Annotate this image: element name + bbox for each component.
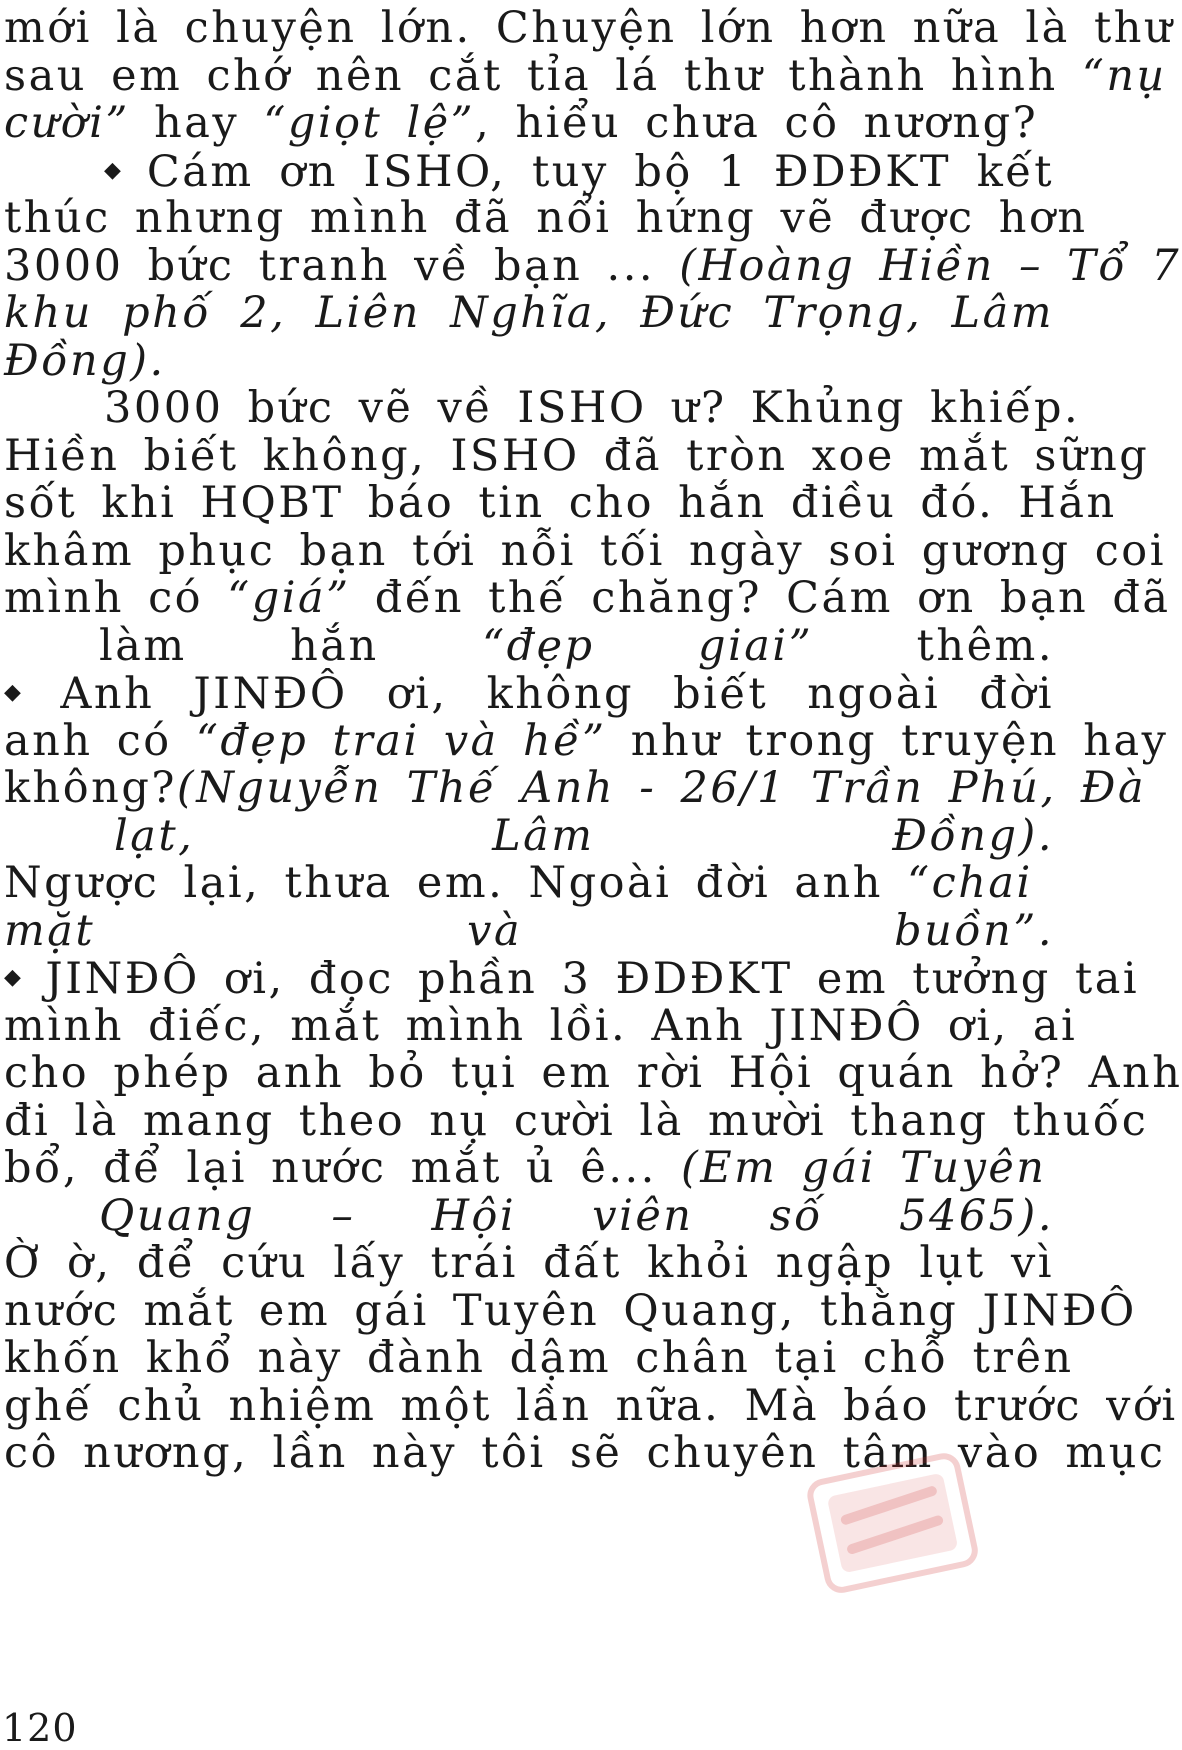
text-line (4, 667, 1054, 720)
text-line (4, 762, 1147, 814)
italic-text: (Nguyễn Thế Anh - 26/1 Trần Phú, Đà (176, 763, 1147, 813)
text-line (4, 1047, 1182, 1099)
bullet-diamond-icon: ◆ (4, 680, 39, 705)
body-text: khâm phục bạn tới nỗi tối ngày soi gương coi (4, 525, 1166, 576)
italic-text: mặt và buồn”. (4, 905, 1054, 956)
text-line (4, 1142, 1054, 1194)
italic-text: “chai (907, 858, 1033, 908)
text-line (99, 620, 1054, 672)
bullet-diamond-icon: ◆ (4, 965, 24, 990)
body-text: Hiền biết không, ISHO đã tròn xoe mắt sững (4, 430, 1150, 481)
text-line (4, 477, 1117, 529)
text-line (4, 572, 1171, 624)
text-line (4, 2, 1175, 54)
body-text: ghế chủ nhiệm một lần nữa. Mà báo trước với (4, 1380, 1178, 1431)
text-line (104, 145, 1054, 198)
italic-text: cười” (4, 98, 130, 148)
body-text: Anh JINĐÔ ơi, không biết ngoài đời (60, 669, 1054, 719)
body-text: thêm. (813, 620, 1054, 671)
body-text: thúc nhưng mình đã nổi hứng vẽ được hơn (4, 193, 1088, 243)
italic-text: “đẹp giai” (482, 620, 814, 671)
body-text: như trong truyện hay (606, 715, 1169, 766)
body-text: khốn khổ này đành dậm chân tại chỗ trên (4, 1333, 1074, 1383)
body-text: anh có (4, 715, 196, 766)
text-line (4, 287, 1054, 339)
text-line (4, 1237, 1054, 1289)
text-line (4, 430, 1150, 482)
body-text: cô nương, lần này tôi sẽ chuyên tâm vào mục (4, 1428, 1166, 1478)
italic-text: “nụ (1081, 50, 1167, 101)
body-text: 3000 bức vẽ về ISHO ư? Khủng khiếp. (104, 383, 1081, 433)
text-line (4, 525, 1166, 577)
body-text: mình có (4, 573, 228, 623)
text-line (4, 335, 1054, 387)
italic-text: khu phố 2, Liên Nghĩa, Đức Trọng, Lâm (4, 288, 1054, 338)
body-text: bổ, để lại nước mắt ủ ê... (4, 1143, 681, 1193)
text-line (4, 1285, 1137, 1337)
text-line (4, 1000, 1078, 1052)
page-number: 120 (2, 1706, 78, 1750)
body-text: mình điếc, mắt mình lồi. Anh JINĐÔ ơi, ai (4, 1000, 1078, 1051)
italic-text: “giá” (227, 573, 351, 623)
body-text: nước mắt em gái Tuyên Quang, thằng JINĐÔ (4, 1285, 1137, 1336)
body-text: hay (129, 98, 264, 148)
text-line (4, 1380, 1178, 1432)
text-line (99, 1190, 1054, 1242)
text-line (114, 810, 1054, 862)
body-text: mới là chuyện lớn. Chuyện lớn hơn nữa là thư (4, 3, 1175, 53)
text-line (4, 1332, 1074, 1384)
italic-text: Quang – Hội viên số 5465). (99, 1190, 1054, 1241)
body-text: 3000 bức tranh về bạn ... (4, 240, 680, 291)
italic-text: (Em gái Tuyên (681, 1143, 1047, 1193)
body-text: làm hắn (99, 620, 483, 671)
italic-text: lạt, Lâm Đồng). (114, 810, 1054, 861)
body-text: đến thế chăng? Cám ơn bạn đã (350, 573, 1171, 623)
body-text: sốt khi HQBT báo tin cho hắn điều đó. Hắn (4, 478, 1117, 528)
italic-text: Đồng). (4, 335, 166, 386)
text-line (4, 192, 1088, 244)
body-text: JINĐÔ ơi, đọc phần 3 ĐDĐKT em tưởng tai (45, 954, 1140, 1004)
body-text: Ờ ờ, để cứu lấy trái đất khỏi ngập lụt vì (4, 1238, 1054, 1288)
body-text: Ngược lại, thưa em. Ngoài đời anh (4, 858, 908, 908)
body-text: đi là mang theo nụ cười là mười thang thuốc (4, 1095, 1149, 1146)
text-line (4, 715, 1169, 767)
body-text: không? (4, 763, 177, 813)
text-line (4, 857, 1054, 909)
text-line (4, 240, 1182, 292)
body-text: , hiểu chưa cô nương? (475, 98, 1039, 148)
italic-text: (Hoàng Hiền – Tổ 7 (679, 240, 1182, 291)
text-line (4, 50, 1167, 102)
text-line (4, 905, 1054, 957)
text-line (4, 97, 1054, 149)
bullet-diamond-icon: ◆ (104, 157, 125, 183)
body-text: cho phép anh bỏ tụi em rời Hội quán hở? Anh (4, 1048, 1182, 1098)
text-line (104, 382, 1081, 434)
body-text: sau em chớ nên cắt tỉa lá thư thành hình (4, 50, 1082, 101)
italic-text: “đẹp trai và hề” (195, 715, 607, 766)
text-line (4, 952, 1140, 1005)
italic-text: “giọt lệ” (263, 98, 476, 148)
text-line (4, 1095, 1149, 1147)
body-text: Cám ơn ISHO, tuy bộ 1 ĐDĐKT kết (146, 146, 1054, 197)
